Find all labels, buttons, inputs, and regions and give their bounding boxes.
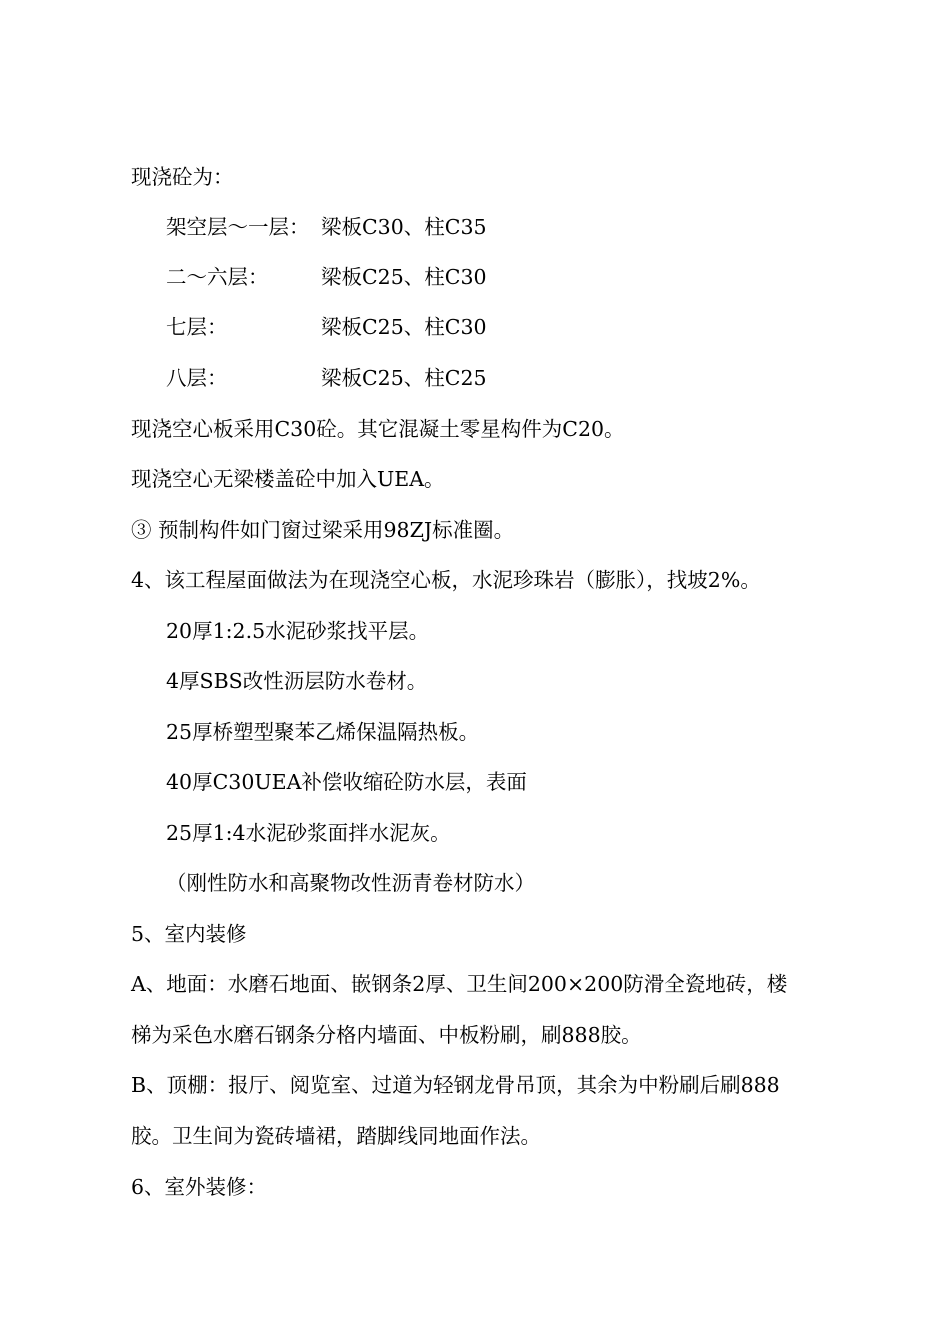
intro-line: 现浇砼为：: [131, 165, 234, 189]
interior-heading: 5、室内装修: [131, 922, 247, 946]
roof-layer-3: 25厚桥塑型聚苯乙烯保温隔热板。: [166, 720, 480, 744]
grade-floor-4: 八层：: [166, 366, 228, 390]
exterior-heading: 6、室外装修：: [131, 1175, 268, 1199]
interior-floor-line-2: 梯为采色水磨石钢条分格内墙面、中板粉刷，刷888胶。: [131, 1023, 642, 1047]
roof-layer-5: 25厚1:4水泥砂浆面拌水泥灰。: [166, 821, 451, 845]
grade-spec-4: 梁板C25、柱C25: [321, 366, 487, 390]
interior-ceiling-line-2: 胶。卫生间为瓷砖墙裙，踏脚线同地面作法。: [131, 1124, 541, 1148]
grade-floor-1: 架空层～一层：: [166, 215, 310, 239]
roof-heading: 4、该工程屋面做法为在现浇空心板，水泥珍珠岩（膨胀），找坡2%。: [131, 568, 761, 592]
grade-spec-2: 梁板C25、柱C30: [321, 265, 487, 289]
uea-paragraph: 现浇空心无梁楼盖砼中加入UEA。: [131, 467, 445, 491]
interior-floor-line-1: A、地面：水磨石地面、嵌钢条2厚、卫生间200×200防滑全瓷地砖，楼: [131, 972, 788, 996]
grade-floor-2: 二～六层：: [166, 265, 269, 289]
roof-layer-2: 4厚SBS改性沥层防水卷材。: [166, 669, 428, 693]
roof-layer-4: 40厚C30UEA补偿收缩砼防水层，表面: [166, 770, 527, 794]
roof-layer-1: 20厚1:2.5水泥砂浆找平层。: [166, 619, 430, 643]
grade-spec-1: 梁板C30、柱C35: [321, 215, 487, 239]
roof-layer-note: （刚性防水和高聚物改性沥青卷材防水）: [166, 871, 535, 895]
precast-paragraph: ③ 预制构件如门窗过梁采用98ZJ标准圈。: [131, 518, 515, 542]
hollow-slab-paragraph: 现浇空心板采用C30砼。其它混凝土零星构件为C20。: [131, 417, 625, 441]
interior-ceiling-line-1: B、顶棚：报厅、阅览室、过道为轻钢龙骨吊顶，其余为中粉刷后刷888: [131, 1073, 780, 1097]
grade-floor-3: 七层：: [166, 315, 228, 339]
grade-spec-3: 梁板C25、柱C30: [321, 315, 487, 339]
